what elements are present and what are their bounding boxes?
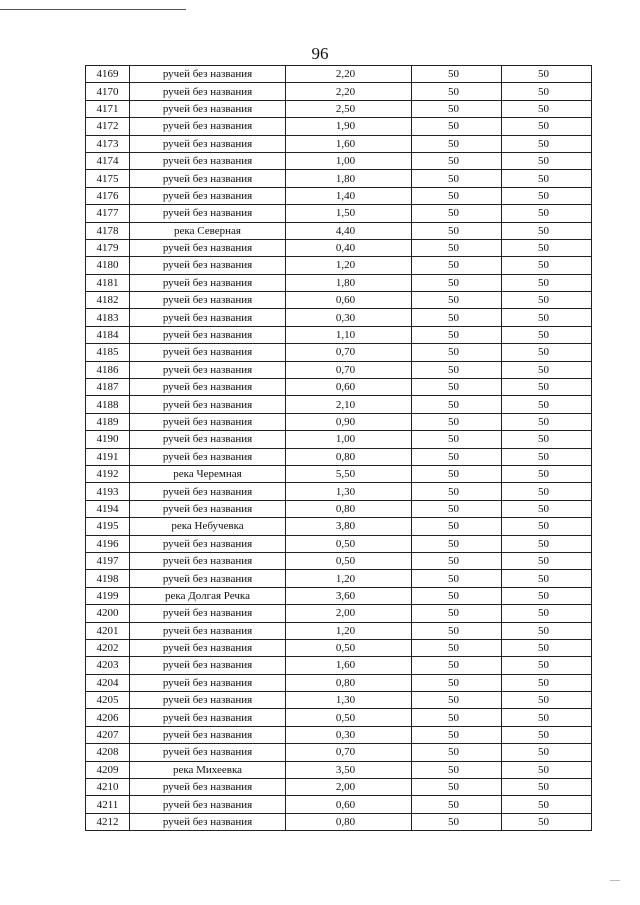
row-number-cell: 4209: [86, 761, 130, 778]
length-cell: 1,30: [286, 483, 412, 500]
protection-zone-cell: 50: [412, 605, 502, 622]
length-cell: 0,70: [286, 361, 412, 378]
coastal-strip-cell: 50: [502, 222, 592, 239]
row-number-cell: 4177: [86, 205, 130, 222]
protection-zone-cell: 50: [412, 344, 502, 361]
row-number-cell: 4178: [86, 222, 130, 239]
row-number-cell: 4188: [86, 396, 130, 413]
coastal-strip-cell: 50: [502, 118, 592, 135]
top-rule: [0, 9, 186, 10]
row-number-cell: 4191: [86, 448, 130, 465]
length-cell: 0,50: [286, 709, 412, 726]
water-body-name-cell: река Черемная: [130, 465, 286, 482]
water-body-name-cell: ручей без названия: [130, 239, 286, 256]
water-body-name-cell: река Небучевка: [130, 518, 286, 535]
length-cell: 1,30: [286, 692, 412, 709]
table-row: [86, 761, 592, 778]
water-body-name-cell: ручей без названия: [130, 274, 286, 291]
row-number-cell: 4169: [86, 66, 130, 83]
length-cell: 1,60: [286, 657, 412, 674]
water-body-name-cell: ручей без названия: [130, 709, 286, 726]
coastal-strip-cell: 50: [502, 692, 592, 709]
length-cell: 0,80: [286, 674, 412, 691]
length-cell: 2,10: [286, 396, 412, 413]
table-row: [86, 465, 592, 482]
row-number-cell: 4171: [86, 100, 130, 117]
water-body-name-cell: ручей без названия: [130, 344, 286, 361]
coastal-strip-cell: 50: [502, 639, 592, 656]
length-cell: 0,40: [286, 239, 412, 256]
protection-zone-cell: 50: [412, 448, 502, 465]
coastal-strip-cell: 50: [502, 396, 592, 413]
protection-zone-cell: 50: [412, 709, 502, 726]
length-cell: 0,80: [286, 448, 412, 465]
table-row: [86, 605, 592, 622]
water-body-name-cell: ручей без названия: [130, 257, 286, 274]
coastal-strip-cell: 50: [502, 361, 592, 378]
length-cell: 1,00: [286, 431, 412, 448]
row-number-cell: 4184: [86, 326, 130, 343]
water-body-name-cell: ручей без названия: [130, 100, 286, 117]
water-body-name-cell: ручей без названия: [130, 813, 286, 830]
coastal-strip-cell: 50: [502, 431, 592, 448]
row-number-cell: 4193: [86, 483, 130, 500]
length-cell: 0,30: [286, 726, 412, 743]
protection-zone-cell: 50: [412, 483, 502, 500]
water-body-name-cell: ручей без названия: [130, 657, 286, 674]
length-cell: 1,80: [286, 274, 412, 291]
length-cell: 0,70: [286, 344, 412, 361]
length-cell: 2,00: [286, 605, 412, 622]
table-row: [86, 239, 592, 256]
coastal-strip-cell: 50: [502, 187, 592, 204]
table-row: [86, 692, 592, 709]
length-cell: 0,90: [286, 413, 412, 430]
protection-zone-cell: 50: [412, 100, 502, 117]
length-cell: 0,30: [286, 309, 412, 326]
row-number-cell: 4199: [86, 587, 130, 604]
row-number-cell: 4198: [86, 570, 130, 587]
protection-zone-cell: 50: [412, 135, 502, 152]
water-body-name-cell: ручей без названия: [130, 379, 286, 396]
table-row: [86, 83, 592, 100]
length-cell: 0,80: [286, 813, 412, 830]
coastal-strip-cell: 50: [502, 779, 592, 796]
row-number-cell: 4196: [86, 535, 130, 552]
table-row: [86, 292, 592, 309]
length-cell: 2,20: [286, 66, 412, 83]
protection-zone-cell: 50: [412, 779, 502, 796]
protection-zone-cell: 50: [412, 413, 502, 430]
row-number-cell: 4201: [86, 622, 130, 639]
row-number-cell: 4192: [86, 465, 130, 482]
water-body-name-cell: ручей без названия: [130, 135, 286, 152]
table-row: [86, 379, 592, 396]
row-number-cell: 4185: [86, 344, 130, 361]
protection-zone-cell: 50: [412, 639, 502, 656]
protection-zone-cell: 50: [412, 796, 502, 813]
table-row: [86, 657, 592, 674]
table-row: [86, 483, 592, 500]
row-number-cell: 4173: [86, 135, 130, 152]
length-cell: 0,60: [286, 292, 412, 309]
table-row: [86, 726, 592, 743]
water-body-name-cell: река Михеевка: [130, 761, 286, 778]
protection-zone-cell: 50: [412, 83, 502, 100]
table-row: [86, 744, 592, 761]
table-row: [86, 587, 592, 604]
protection-zone-cell: 50: [412, 657, 502, 674]
coastal-strip-cell: 50: [502, 709, 592, 726]
row-number-cell: 4194: [86, 500, 130, 517]
length-cell: 0,80: [286, 500, 412, 517]
table-row: [86, 309, 592, 326]
length-cell: 2,20: [286, 83, 412, 100]
table-row: [86, 396, 592, 413]
row-number-cell: 4210: [86, 779, 130, 796]
water-body-name-cell: река Северная: [130, 222, 286, 239]
page-number: 96: [311, 44, 329, 63]
table-row: [86, 813, 592, 830]
protection-zone-cell: 50: [412, 222, 502, 239]
table-row: [86, 187, 592, 204]
protection-zone-cell: 50: [412, 761, 502, 778]
table-row: [86, 100, 592, 117]
water-body-name-cell: ручей без названия: [130, 448, 286, 465]
protection-zone-cell: 50: [412, 744, 502, 761]
length-cell: 1,40: [286, 187, 412, 204]
coastal-strip-cell: 50: [502, 535, 592, 552]
table-row: [86, 674, 592, 691]
table-row: [86, 796, 592, 813]
protection-zone-cell: 50: [412, 361, 502, 378]
row-number-cell: 4207: [86, 726, 130, 743]
water-body-name-cell: ручей без названия: [130, 170, 286, 187]
coastal-strip-cell: 50: [502, 257, 592, 274]
protection-zone-cell: 50: [412, 622, 502, 639]
coastal-strip-cell: 50: [502, 413, 592, 430]
water-body-name-cell: ручей без названия: [130, 309, 286, 326]
table-row: [86, 118, 592, 135]
row-number-cell: 4183: [86, 309, 130, 326]
length-cell: 1,20: [286, 570, 412, 587]
coastal-strip-cell: 50: [502, 796, 592, 813]
water-body-name-cell: река Долгая Речка: [130, 587, 286, 604]
length-cell: 2,00: [286, 779, 412, 796]
coastal-strip-cell: 50: [502, 605, 592, 622]
table-row: [86, 205, 592, 222]
water-body-name-cell: ручей без названия: [130, 779, 286, 796]
rivers-table: [85, 65, 592, 831]
water-body-name-cell: ручей без названия: [130, 674, 286, 691]
protection-zone-cell: 50: [412, 326, 502, 343]
row-number-cell: 4176: [86, 187, 130, 204]
coastal-strip-cell: 50: [502, 239, 592, 256]
row-number-cell: 4197: [86, 552, 130, 569]
length-cell: 1,20: [286, 622, 412, 639]
row-number-cell: 4202: [86, 639, 130, 656]
coastal-strip-cell: 50: [502, 100, 592, 117]
row-number-cell: 4206: [86, 709, 130, 726]
coastal-strip-cell: 50: [502, 344, 592, 361]
table-row: [86, 170, 592, 187]
coastal-strip-cell: 50: [502, 274, 592, 291]
length-cell: 1,50: [286, 205, 412, 222]
row-number-cell: 4200: [86, 605, 130, 622]
table-row: [86, 639, 592, 656]
table-row: [86, 152, 592, 169]
water-body-name-cell: ручей без названия: [130, 205, 286, 222]
length-cell: 3,50: [286, 761, 412, 778]
row-number-cell: 4181: [86, 274, 130, 291]
row-number-cell: 4211: [86, 796, 130, 813]
protection-zone-cell: 50: [412, 587, 502, 604]
coastal-strip-cell: 50: [502, 152, 592, 169]
coastal-strip-cell: 50: [502, 518, 592, 535]
coastal-strip-cell: 50: [502, 66, 592, 83]
coastal-strip-cell: 50: [502, 622, 592, 639]
row-number-cell: 4203: [86, 657, 130, 674]
protection-zone-cell: 50: [412, 500, 502, 517]
coastal-strip-cell: 50: [502, 135, 592, 152]
table-row: [86, 326, 592, 343]
coastal-strip-cell: 50: [502, 205, 592, 222]
protection-zone-cell: 50: [412, 274, 502, 291]
water-body-name-cell: ручей без названия: [130, 726, 286, 743]
protection-zone-cell: 50: [412, 813, 502, 830]
row-number-cell: 4170: [86, 83, 130, 100]
coastal-strip-cell: 50: [502, 83, 592, 100]
corner-mark: [610, 880, 620, 881]
length-cell: 0,60: [286, 796, 412, 813]
coastal-strip-cell: 50: [502, 170, 592, 187]
water-body-name-cell: ручей без названия: [130, 639, 286, 656]
table-row: [86, 344, 592, 361]
length-cell: 0,50: [286, 552, 412, 569]
water-body-name-cell: ручей без названия: [130, 500, 286, 517]
table-row: [86, 709, 592, 726]
length-cell: 1,20: [286, 257, 412, 274]
water-body-name-cell: ручей без названия: [130, 83, 286, 100]
water-body-name-cell: ручей без названия: [130, 396, 286, 413]
length-cell: 1,10: [286, 326, 412, 343]
table-row: [86, 448, 592, 465]
row-number-cell: 4175: [86, 170, 130, 187]
water-body-name-cell: ручей без названия: [130, 552, 286, 569]
table-row: [86, 135, 592, 152]
water-body-name-cell: ручей без названия: [130, 326, 286, 343]
length-cell: 0,70: [286, 744, 412, 761]
length-cell: 1,80: [286, 170, 412, 187]
table-row: [86, 500, 592, 517]
table-row: [86, 361, 592, 378]
coastal-strip-cell: 50: [502, 744, 592, 761]
coastal-strip-cell: 50: [502, 448, 592, 465]
water-body-name-cell: ручей без названия: [130, 622, 286, 639]
protection-zone-cell: 50: [412, 309, 502, 326]
coastal-strip-cell: 50: [502, 309, 592, 326]
protection-zone-cell: 50: [412, 292, 502, 309]
row-number-cell: 4182: [86, 292, 130, 309]
table-row: [86, 518, 592, 535]
row-number-cell: 4179: [86, 239, 130, 256]
row-number-cell: 4205: [86, 692, 130, 709]
protection-zone-cell: 50: [412, 535, 502, 552]
water-body-name-cell: ручей без названия: [130, 66, 286, 83]
water-body-name-cell: ручей без названия: [130, 413, 286, 430]
coastal-strip-cell: 50: [502, 674, 592, 691]
water-body-name-cell: ручей без названия: [130, 483, 286, 500]
coastal-strip-cell: 50: [502, 813, 592, 830]
row-number-cell: 4187: [86, 379, 130, 396]
row-number-cell: 4172: [86, 118, 130, 135]
coastal-strip-cell: 50: [502, 570, 592, 587]
row-number-cell: 4204: [86, 674, 130, 691]
length-cell: 0,60: [286, 379, 412, 396]
length-cell: 0,50: [286, 535, 412, 552]
length-cell: 1,60: [286, 135, 412, 152]
protection-zone-cell: 50: [412, 431, 502, 448]
row-number-cell: 4180: [86, 257, 130, 274]
water-body-name-cell: ручей без названия: [130, 744, 286, 761]
water-body-name-cell: ручей без названия: [130, 570, 286, 587]
coastal-strip-cell: 50: [502, 657, 592, 674]
coastal-strip-cell: 50: [502, 483, 592, 500]
protection-zone-cell: 50: [412, 518, 502, 535]
protection-zone-cell: 50: [412, 205, 502, 222]
protection-zone-cell: 50: [412, 239, 502, 256]
coastal-strip-cell: 50: [502, 552, 592, 569]
length-cell: 1,00: [286, 152, 412, 169]
water-body-name-cell: ручей без названия: [130, 796, 286, 813]
row-number-cell: 4190: [86, 431, 130, 448]
table-row: [86, 274, 592, 291]
row-number-cell: 4208: [86, 744, 130, 761]
table-row: [86, 413, 592, 430]
protection-zone-cell: 50: [412, 570, 502, 587]
protection-zone-cell: 50: [412, 726, 502, 743]
length-cell: 5,50: [286, 465, 412, 482]
water-body-name-cell: ручей без названия: [130, 292, 286, 309]
water-body-name-cell: ручей без названия: [130, 605, 286, 622]
length-cell: 3,60: [286, 587, 412, 604]
row-number-cell: 4189: [86, 413, 130, 430]
length-cell: 4,40: [286, 222, 412, 239]
coastal-strip-cell: 50: [502, 326, 592, 343]
water-body-name-cell: ручей без названия: [130, 361, 286, 378]
row-number-cell: 4174: [86, 152, 130, 169]
coastal-strip-cell: 50: [502, 587, 592, 604]
water-body-name-cell: ручей без названия: [130, 535, 286, 552]
coastal-strip-cell: 50: [502, 465, 592, 482]
protection-zone-cell: 50: [412, 674, 502, 691]
protection-zone-cell: 50: [412, 66, 502, 83]
table-row: [86, 66, 592, 83]
length-cell: 0,50: [286, 639, 412, 656]
table-row: [86, 552, 592, 569]
water-body-name-cell: ручей без названия: [130, 152, 286, 169]
protection-zone-cell: 50: [412, 692, 502, 709]
table-row: [86, 257, 592, 274]
protection-zone-cell: 50: [412, 379, 502, 396]
length-cell: 2,50: [286, 100, 412, 117]
protection-zone-cell: 50: [412, 396, 502, 413]
protection-zone-cell: 50: [412, 257, 502, 274]
coastal-strip-cell: 50: [502, 726, 592, 743]
water-body-name-cell: ручей без названия: [130, 187, 286, 204]
table-row: [86, 622, 592, 639]
length-cell: 3,80: [286, 518, 412, 535]
protection-zone-cell: 50: [412, 170, 502, 187]
table-row: [86, 222, 592, 239]
table-row: [86, 431, 592, 448]
protection-zone-cell: 50: [412, 118, 502, 135]
protection-zone-cell: 50: [412, 552, 502, 569]
coastal-strip-cell: 50: [502, 500, 592, 517]
table-row: [86, 535, 592, 552]
length-cell: 1,90: [286, 118, 412, 135]
coastal-strip-cell: 50: [502, 292, 592, 309]
table-body: [86, 66, 592, 831]
water-body-name-cell: ручей без названия: [130, 431, 286, 448]
row-number-cell: 4186: [86, 361, 130, 378]
protection-zone-cell: 50: [412, 187, 502, 204]
water-body-name-cell: ручей без названия: [130, 118, 286, 135]
water-body-name-cell: ручей без названия: [130, 692, 286, 709]
table-row: [86, 570, 592, 587]
row-number-cell: 4195: [86, 518, 130, 535]
row-number-cell: 4212: [86, 813, 130, 830]
protection-zone-cell: 50: [412, 465, 502, 482]
protection-zone-cell: 50: [412, 152, 502, 169]
coastal-strip-cell: 50: [502, 379, 592, 396]
coastal-strip-cell: 50: [502, 761, 592, 778]
table-row: [86, 779, 592, 796]
